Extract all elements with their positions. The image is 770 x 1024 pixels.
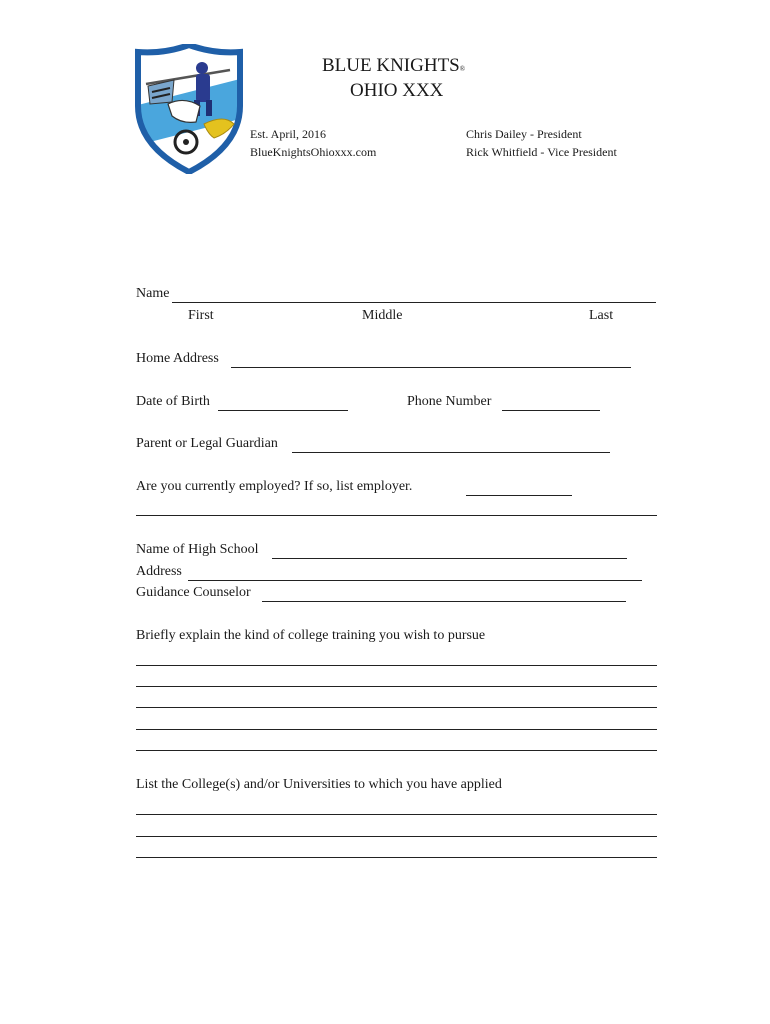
middle-name-sublabel: Middle [362,308,403,323]
first-name-sublabel: First [188,308,214,323]
guidance-counselor-field[interactable] [262,601,626,602]
president-text: Chris Dailey - President [466,127,582,141]
website-text: BlueKnightsOhioxxx.com [250,145,377,159]
home-address-field[interactable] [231,367,631,368]
registered-mark: ® [459,65,466,73]
org-name-text: BLUE KNIGHTS [322,55,460,76]
training-answer-line[interactable] [136,750,657,751]
guardian-label: Parent or Legal Guardian [136,436,278,451]
high-school-field[interactable] [272,558,627,559]
school-address-field[interactable] [188,580,642,581]
colleges-answer-line[interactable] [136,814,657,815]
guidance-counselor-label: Guidance Counselor [136,585,251,600]
guardian-field[interactable] [292,452,610,453]
colleges-answer-line[interactable] [136,836,657,837]
employment-question: Are you currently employed? If so, list employer. [136,479,413,494]
employer-field[interactable] [136,515,657,516]
org-name-heading [322,55,465,77]
phone-number-label: Phone Number [407,394,492,409]
name-label: Name [136,286,170,301]
phone-number-field[interactable] [502,410,600,411]
high-school-label: Name of High School [136,542,259,557]
blue-knights-crest-logo [134,44,244,174]
home-address-label: Home Address [136,351,219,366]
last-name-sublabel: Last [589,308,614,323]
date-of-birth-label: Date of Birth [136,394,210,409]
vice-president-text: Rick Whitfield - Vice President [466,145,617,159]
colleges-applied-prompt: List the College(s) and/or Universities to which you have applied [136,777,502,792]
training-answer-line[interactable] [136,665,657,666]
training-answer-line[interactable] [136,729,657,730]
date-of-birth-field[interactable] [218,410,348,411]
employment-answer-field[interactable] [466,495,572,496]
colleges-answer-line[interactable] [136,857,657,858]
established-date: Est. April, 2016 [250,127,327,141]
chapter-heading: OHIO XXX [350,80,444,101]
training-answer-line[interactable] [136,686,657,687]
training-answer-line[interactable] [136,707,657,708]
school-address-label: Address [136,564,182,579]
college-training-prompt: Briefly explain the kind of college training you wish to pursue [136,628,486,643]
name-field[interactable] [172,302,656,303]
